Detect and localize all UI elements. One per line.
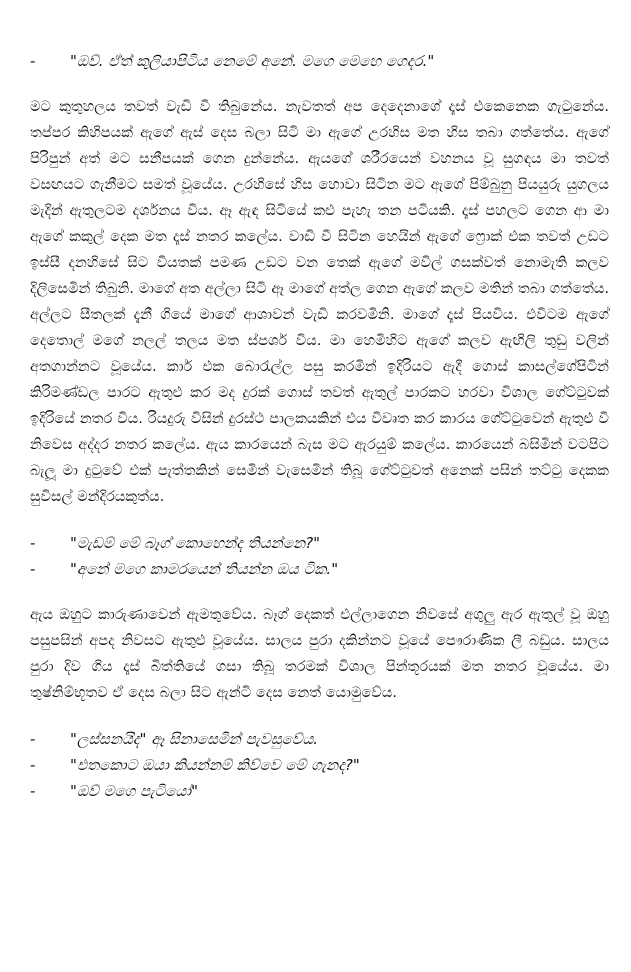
dialogue-block-2: [30, 530, 609, 582]
dialogue-line: [30, 726, 609, 752]
dialogue-text: "ඔව්. ඒත් කුලියාපිටිය නෙමේ අනේ. මගෙ මෙහෙ ගෙදර.": [70, 52, 435, 70]
dialogue-text: "අනේ මගෙ කාමරයෙන් තියන්න ඔය ටික.": [70, 560, 339, 578]
dialogue-line: [30, 556, 609, 582]
dialogue-block-3: [30, 726, 609, 804]
list-dash: -: [30, 534, 36, 552]
dialogue-block-1: [30, 48, 609, 74]
dialogue-line: [30, 48, 609, 74]
dialogue-line: [30, 778, 609, 804]
list-dash: -: [30, 782, 36, 800]
paragraph-2: ඇය ඔහුට කාරුණාවෙන් ඇමතුවේය. බෑග් දෙකත් එල්ලාගෙන නිවසේ අගුලු ඇර ඇතුල් වූ ඔහු පසුපසින් අපද නිවසට ඇතුළු වූයේය. සාලය පුරා දකින්නට වූයේ පෞරාණික ලී බඩුය. සාලය පුරා දිව ගිය දෑස් බිත්තියේ ගසා තිබූ තරමක් විශාල පින්තූරයක් මත නතර වූයේය. මා තුෂ්නිම්භූතව ඒ දෙස බලා සිට ඇන්ටි දෙස නෙත් යොමුවේය.: [30, 606, 609, 701]
list-dash: -: [30, 560, 36, 578]
dialogue-line: [30, 530, 609, 556]
dialogue-text: "මැඩම් මේ බෑග් කොහෙන්ද තියන්නෙ?": [70, 534, 321, 552]
list-dash: -: [30, 730, 36, 748]
dialogue-text: "ලස්සනයිද" ඈ සිනාසෙමින් පැවසුවේය.: [70, 730, 319, 748]
paragraph-1: මට කුතුහලය තවත් වැඩි වී තිබුනේය. නැවතත් අප දෙදෙනාගේ දෑස් එකෙනෙක ගැටුනේය. තප්පර කිහිපයක් ඇගේ ඇස් දෙස බලා සිටි මා ඇගේ උරහිස මත හිස තබා ගත්තේය. ඇගේ පිරිපුන් අත් මට සනීපයක් ගෙන දුන්නේය. ඇයගේ ශරීරයෙන් වහනය වූ සුගඳය මා තවත් වසඟයට ගැනීමට සමත් වූයේය. උරහිසේ හිස හොවා සිටින මට ඇගේ පිම්බුනු පියයුරු යුගලය මැදින් ඇතුලටම දර්ශනය විය. ඈ ඇඳ සිටියේ කළු පැහැ තන පටියකි. දෑස් පහලට ගෙන ආ මා ඇගේ කකුල් දෙක මත දෑස් නතර කලේය. වාඩි වී සිටින හෙයින් ඇගේ ෆ්‍රොක් එක තවත් උඩට ඉස්සී දනහිසේ සිට වියතක් පමණ උඩට වන තෙක් ඇගේ මවිල් ගසක්වත් නොමැති කලව දිලිසෙමින් තිබුනි. මාගේ අත අල්ලා සිටි ඈ මාගේ අත්ල ගෙන ඇගේ කලව මතින් තබා ගත්තේය. අල්ලට සීතලක් දැනී ගියේ මාගේ ආශාවන් වැඩි කරවමිනි. මාගේ දෑස් පියවිය. එවිටම ඇගේ දෙතොල් මගේ නලල් තලය මත ස්පර්ශ විය. මා හෙමිහිට ඇගේ කලව ඇඟිලි තුඩු වලින් අතගාන්නට වූයේය. කාර් එක බොරැල්ල පසු කරමින් ඉදිරියට ඇදී ගොස් කාසල්ගේපිටින් කිරිමණ්ඩල පාරට ඇතුළු කර මද දුරක් ගොස් තවත් ඇතුල් පාරකට හරවා විශාල ගේට්ටුවක් ඉදිරියේ නතර විය. රියදුරු විසින් දුරස්ථ පාලකයකින් එය විවෘත කර කාරය ගේට්ටුවෙන් ඇතුළු වී නිවෙස අද්දර නතර කලේය. ඇය කාරයෙන් බැස මට ඇරයුම් කලේය. කාරයෙන් බසිමින් වටපිට බැලූ මා දුටුවේ එක් පැත්තකින් සෙමින් වැසෙමින් තිබූ ගේට්ටුවත් අනෙක් පසින් තට්ටු දෙකක සුවිසල් මන්දිරයකුත්ය.: [30, 98, 609, 505]
dialogue-text: "එතකොට ඔයා කියන්නම් කිව්වෙ මේ ගැනද?": [70, 756, 360, 774]
list-dash: -: [30, 756, 36, 774]
dialogue-text: "ඔව් මගෙ පැටියෝ": [70, 782, 199, 800]
list-dash: -: [30, 52, 36, 70]
dialogue-line: [30, 752, 609, 778]
